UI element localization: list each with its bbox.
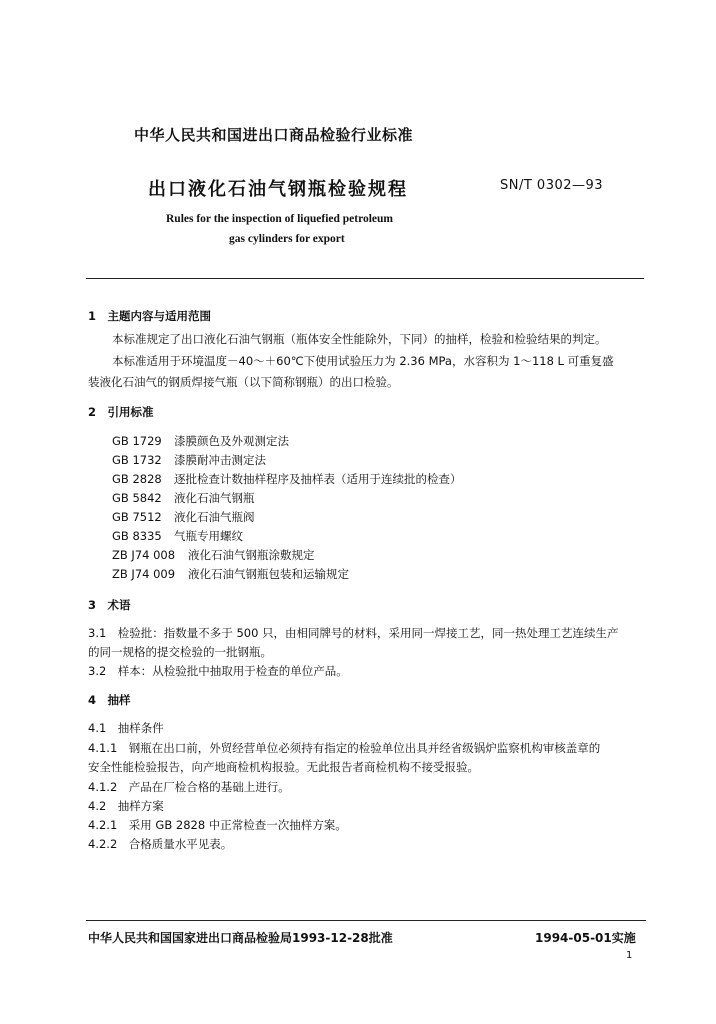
standard-body-heading: 中华人民共和国进出口商品检验行业标准 (134, 126, 414, 144)
section-1-para-1: 本标准规定了出口液化石油气钢瓶（瓶体安全性能除外，下同）的抽样，检验和检验结果的判定。 (112, 332, 607, 346)
reference-code: ZB J74 009 (112, 567, 176, 581)
reference-title: 漆膜颜色及外观测定法 (174, 434, 289, 448)
standard-code: SN/T 0302—93 (500, 178, 604, 193)
section-1-heading: 1 主题内容与适用范围 (88, 309, 212, 323)
section-4-heading: 4 抽样 (88, 693, 131, 707)
reference-item (112, 566, 349, 582)
header-divider (86, 278, 644, 279)
clause-4-2: 4.2 抽样方案 (88, 799, 164, 813)
section-3-heading: 3 术语 (88, 598, 131, 612)
document-title-en-line2: gas cylinders for export (229, 233, 345, 245)
reference-item (112, 452, 266, 468)
document-title-en-line1: Rules for the inspection of liquefied petroleum (166, 213, 394, 225)
clause-4-1-1-line-2: 安全性能检验报告，向产地商检机构报验。无此报告者商检机构不接受报验。 (88, 760, 479, 774)
page-number: 1 (626, 950, 633, 961)
reference-item (112, 547, 315, 563)
footer-divider (86, 920, 646, 921)
term-3-1-line-2: 的同一规格的提交检验的一批钢瓶。 (88, 645, 272, 659)
reference-item (112, 528, 243, 544)
reference-item (112, 509, 255, 525)
reference-code: GB 7512 (112, 510, 162, 524)
document-title-cn: 出口液化石油气钢瓶检验规程 (148, 179, 408, 200)
reference-item (112, 433, 289, 449)
reference-item (112, 490, 255, 506)
clause-4-2-2: 4.2.2 合格质量水平见表。 (88, 837, 233, 851)
reference-code: ZB J74 008 (112, 548, 176, 562)
reference-code: GB 8335 (112, 529, 162, 543)
reference-title: 漆膜耐冲击测定法 (174, 453, 266, 467)
section-2-heading: 2 引用标准 (88, 405, 154, 419)
clause-4-1-1-line-1: 4.1.1 钢瓶在出口前，外贸经营单位必须持有指定的检验单位出具并经省级锅炉监察机构审核盖章的 (88, 741, 601, 755)
clause-4-2-1: 4.2.1 采用 GB 2828 中正常检查一次抽样方案。 (88, 818, 347, 832)
reference-title: 液化石油气瓶阀 (174, 510, 255, 524)
term-3-1-line-1: 3.1 检验批：指数量不多于 500 只，由相同牌号的材料，采用同一焊接工艺，同一热处理工艺连续生产 (88, 626, 619, 640)
reference-title: 气瓶专用螺纹 (174, 529, 243, 543)
clause-4-1-2: 4.1.2 产品在厂检合格的基础上进行。 (88, 780, 290, 794)
section-1-para-2a: 本标准适用于环境温度－40～＋60℃下使用试验压力为 2.36 MPa，水容积为 1～118 L 可重复盛 (112, 354, 614, 368)
section-1-para-2b: 装液化石油气的钢质焊接气瓶（以下简称钢瓶）的出口检验。 (88, 375, 399, 389)
reference-item (112, 471, 462, 487)
reference-title: 液化石油气钢瓶包装和运输规定 (188, 567, 349, 581)
reference-title: 液化石油气钢瓶 (174, 491, 255, 505)
reference-code: GB 2828 (112, 472, 162, 486)
implementation-date: 1994-05-01实施 (535, 931, 636, 945)
reference-title: 逐批检查计数抽样程序及抽样表（适用于连续批的检查） (174, 472, 462, 486)
reference-code: GB 1732 (112, 453, 162, 467)
clause-4-1: 4.1 抽样条件 (88, 721, 164, 735)
reference-title: 液化石油气钢瓶涂敷规定 (188, 548, 315, 562)
approval-line: 中华人民共和国国家进出口商品检验局1993-12-28批准 (88, 931, 393, 945)
term-3-2: 3.2 样本：从检验批中抽取用于检查的单位产品。 (88, 664, 348, 678)
reference-code: GB 5842 (112, 491, 162, 505)
reference-code: GB 1729 (112, 434, 162, 448)
